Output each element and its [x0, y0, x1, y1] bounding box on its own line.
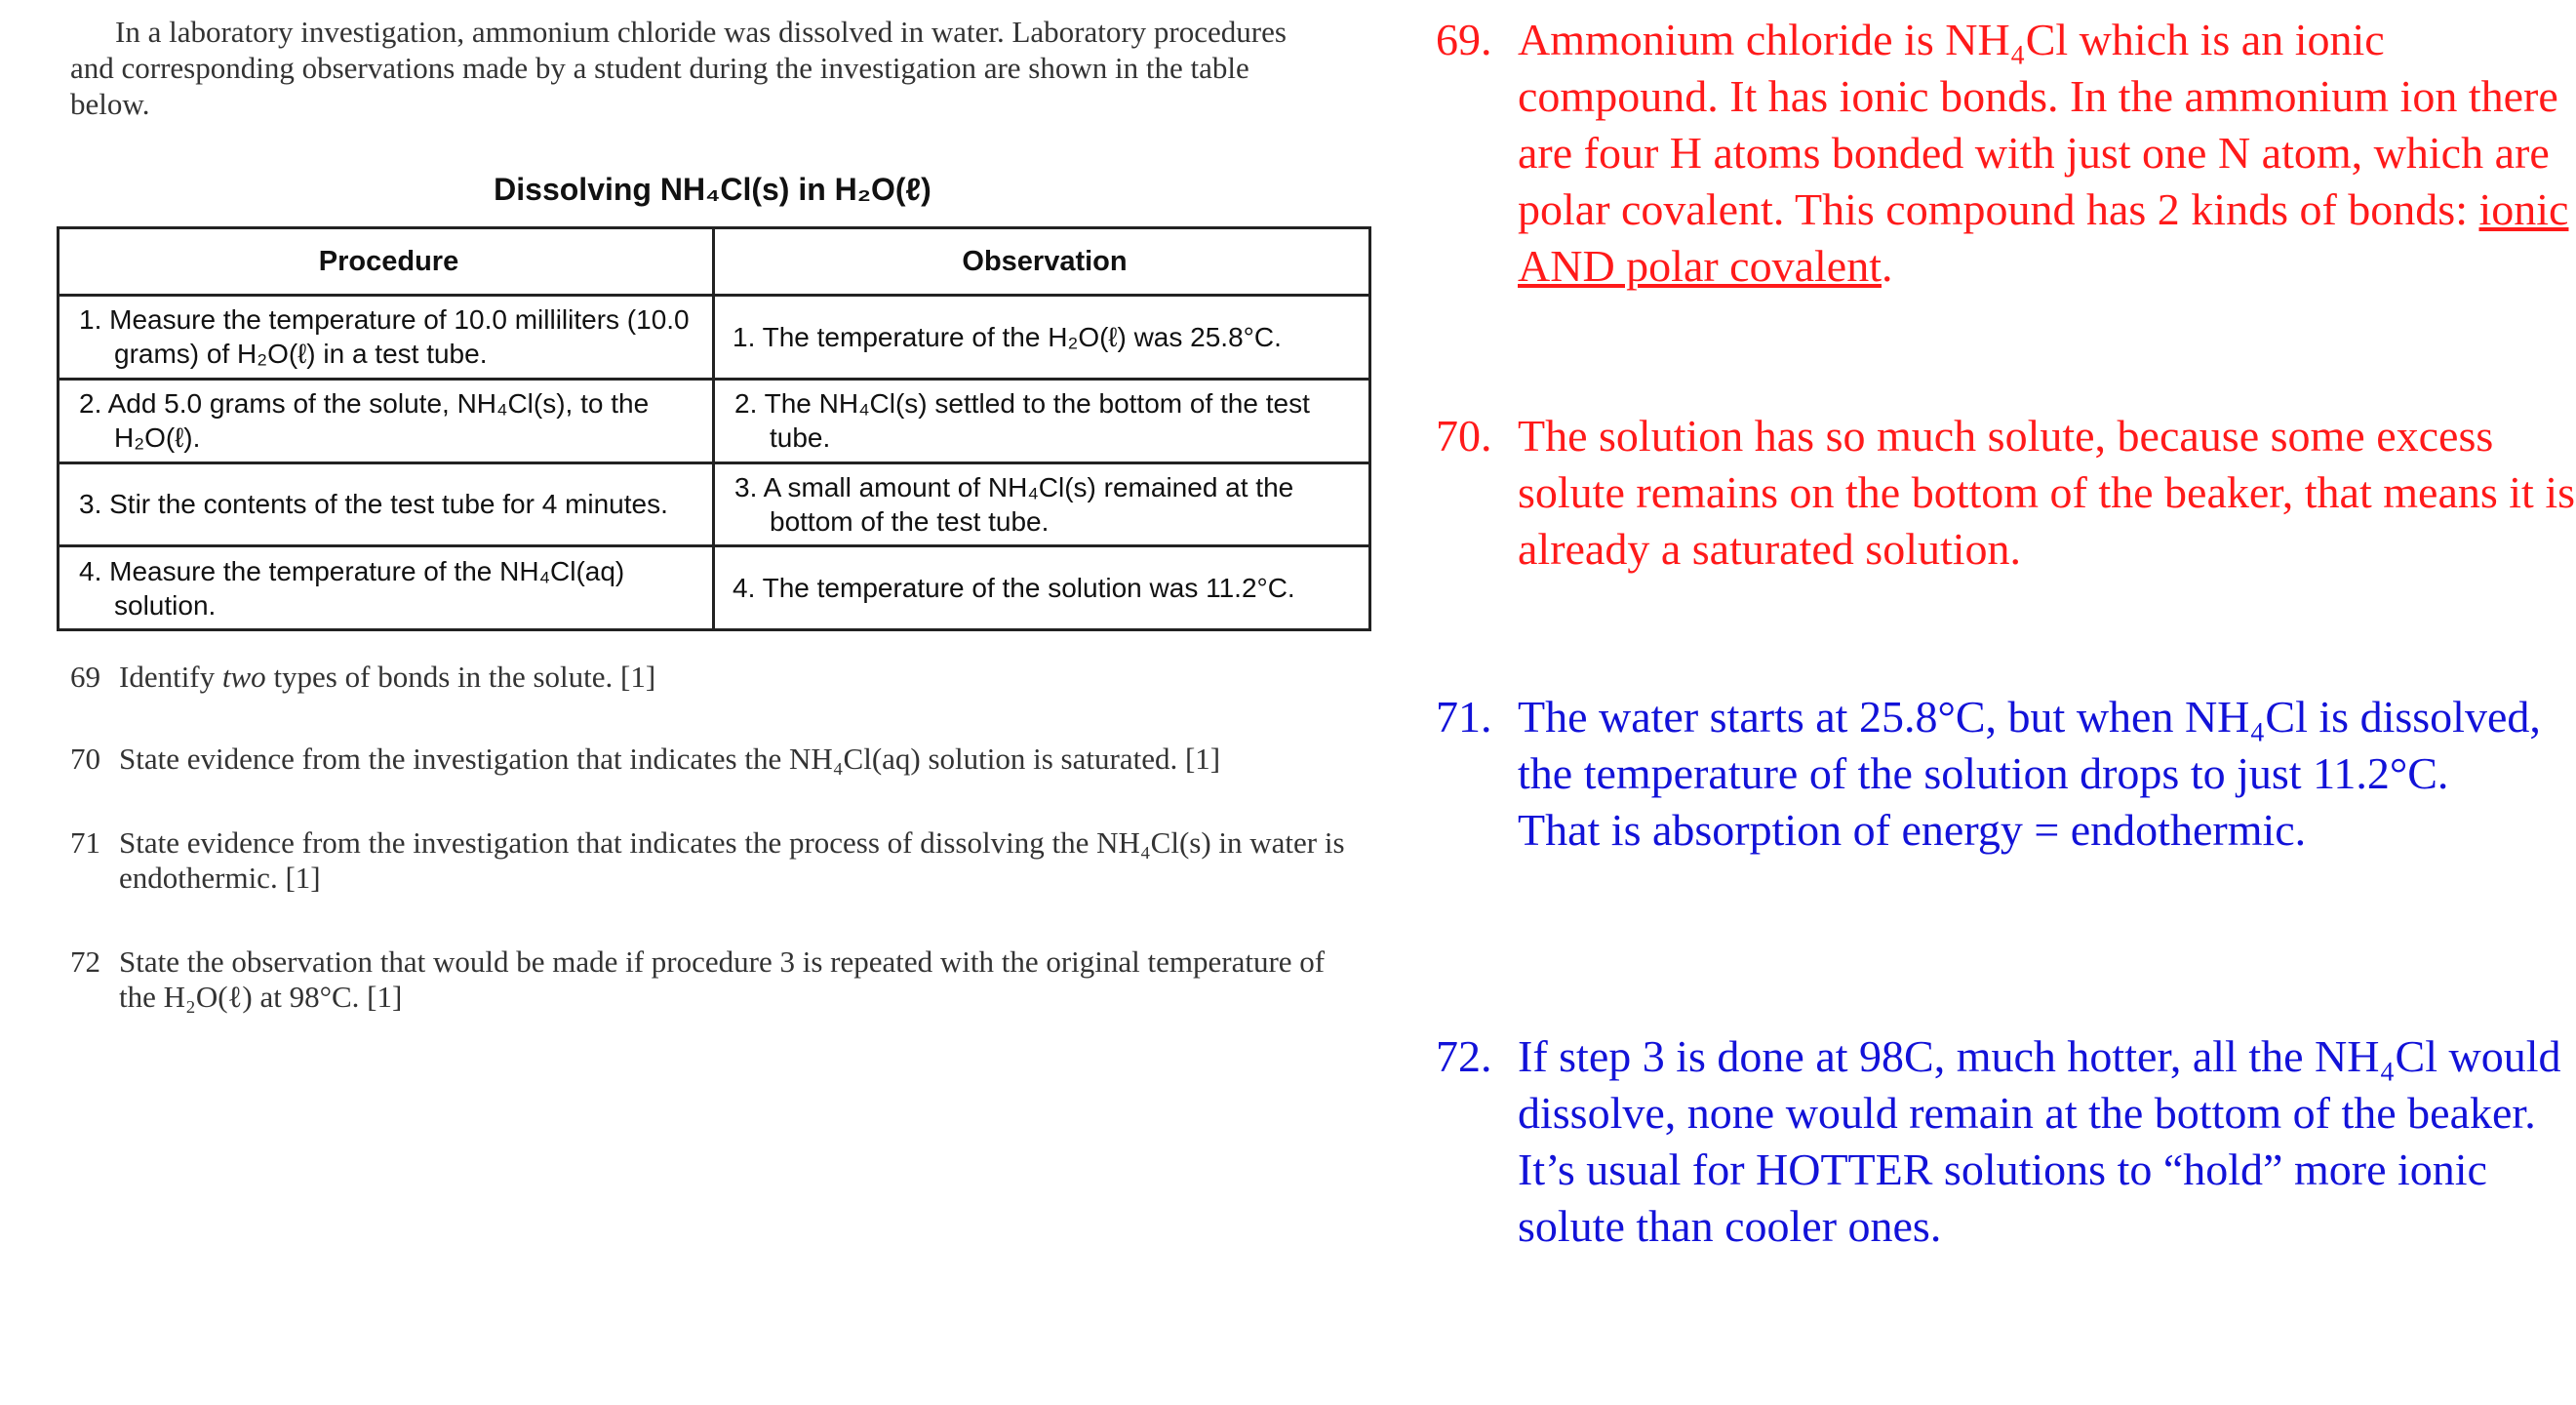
header-observation: Observation — [714, 228, 1370, 296]
question-number: 69 — [70, 660, 100, 694]
table-row — [59, 462, 1370, 546]
question-number: 71 — [70, 825, 100, 860]
answer-69 — [1436, 12, 2576, 295]
answer-70 — [1436, 408, 2576, 578]
intro-paragraph: In a laboratory investigation, ammonium chloride was dissolved in water. Laboratory procedures and corresponding observations made by a student during the investigation are shown in the table below. — [70, 15, 1287, 121]
answer-number: 71. — [1436, 692, 1492, 742]
answer-text: The water starts at 25.8°C, but when NH₄Cl is dissolved, the temperature of the solution drops to just 11.2°C. — [1518, 692, 2541, 798]
table-row — [59, 296, 1370, 380]
answer-number: 70. — [1436, 411, 1492, 461]
observation-cell: 3. A small amount of NH₄Cl(s) remained at the bottom of the test tube. — [714, 462, 1370, 546]
answer-text: The solution has so much solute, because some excess solute remains on the bottom of the beaker, that means it is already a saturated solution. — [1518, 411, 2576, 574]
procedure-cell: 2. Add 5.0 grams of the solute, NH₄Cl(s), to the H₂O(ℓ). — [59, 379, 714, 462]
observation-cell: 1. The temperature of the H₂O(ℓ) was 25.8°C. — [714, 296, 1370, 380]
answer-72 — [1436, 1028, 2576, 1255]
answer-text: Ammonium chloride is NH₄Cl which is an ionic compound. It has ionic bonds. In the ammonium ion there are four H atoms bonded with just one N atom, which are polar covalent. This compound has 2 kinds of bonds: — [1518, 15, 2558, 234]
question-number: 70 — [70, 742, 100, 776]
question-72 — [70, 944, 1353, 1015]
procedure-cell: 1. Measure the temperature of 10.0 milliliters (10.0 grams) of H₂O(ℓ) in a test tube. — [59, 296, 714, 380]
answer-end: . — [1882, 241, 1893, 291]
table-row — [59, 546, 1370, 630]
observation-cell: 4. The temperature of the solution was 11.2°C. — [714, 546, 1370, 630]
question-text: State evidence from the investigation that indicates the process of dissolving the NH₄Cl(s) in water is endothermic. [1] — [119, 825, 1345, 895]
question-text: State evidence from the investigation that indicates the NH₄Cl(aq) solution is saturated. [1] — [119, 742, 1221, 776]
answer-underlined: ionic AND polar covalent — [1518, 184, 2569, 291]
table-header-row — [59, 228, 1370, 296]
question-70 — [70, 742, 1353, 777]
answer-text: If step 3 is done at 98C, much hotter, all the NH₄Cl would dissolve, none would remain at the bottom of the beaker. It’s usual for HOTTER solutions to “hold” more ionic solute than cooler ones. — [1518, 1031, 2561, 1251]
answer-number: 69. — [1436, 15, 1492, 64]
procedure-cell: 3. Stir the contents of the test tube for 4 minutes. — [59, 462, 714, 546]
answer-number: 72. — [1436, 1031, 1492, 1081]
question-emphasis: two — [221, 660, 266, 694]
question-text-post: types of bonds in the solute. [1] — [265, 660, 656, 694]
question-69 — [70, 660, 1353, 695]
observation-cell: 2. The NH₄Cl(s) settled to the bottom of the test tube. — [714, 379, 1370, 462]
question-text: State the observation that would be made if procedure 3 is repeated with the original temperature of the H₂O(ℓ) at 98°C. [1] — [119, 944, 1326, 1014]
answer-conclusion: That is absorption of energy = endothermic. — [1518, 805, 2307, 855]
table-title: Dissolving NH₄Cl(s) in H₂O(ℓ) — [494, 172, 931, 207]
procedure-cell: 4. Measure the temperature of the NH₄Cl(aq) solution. — [59, 546, 714, 630]
answer-71 — [1436, 689, 2576, 859]
question-text-pre: Identify — [119, 660, 222, 694]
procedure-table — [57, 226, 1371, 631]
question-71 — [70, 825, 1353, 896]
table-row — [59, 379, 1370, 462]
header-procedure: Procedure — [59, 228, 714, 296]
question-number: 72 — [70, 944, 100, 979]
